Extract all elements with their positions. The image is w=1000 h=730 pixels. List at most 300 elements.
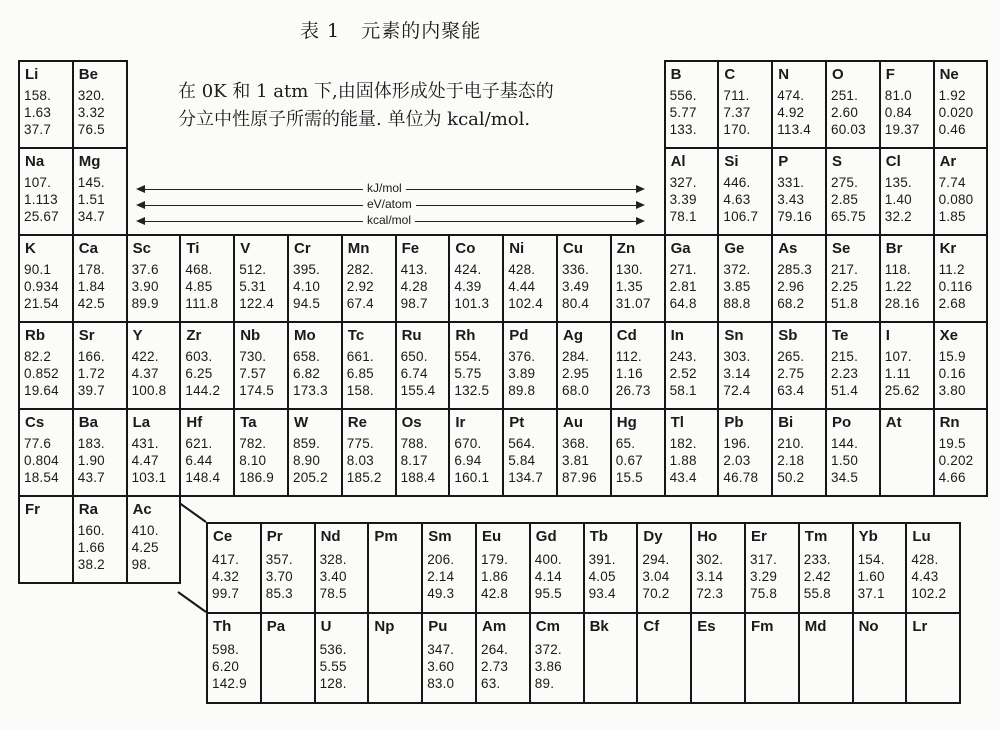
element-symbol: La (132, 414, 151, 431)
value-ev-per-atom: 1.90 (77, 453, 105, 468)
value-ev-per-atom: 1.63 (24, 105, 52, 120)
value-ev-per-atom: 2.18 (777, 453, 805, 468)
element-symbol: Ni (509, 240, 525, 257)
value-kj-per-mol: 65. (615, 436, 636, 451)
element-symbol: Ne (939, 66, 959, 83)
value-ev-per-atom: 3.14 (696, 569, 724, 584)
value-ev-per-atom: 4.28 (400, 279, 428, 294)
element-cell-ni (502, 234, 558, 323)
value-ev-per-atom: 1.16 (615, 366, 643, 381)
value-kcal-per-mol: 173.3 (293, 383, 328, 398)
value-kj-per-mol: 357. (265, 552, 293, 567)
value-kj-per-mol: 112. (615, 349, 642, 364)
value-kcal-per-mol: 25.67 (24, 209, 59, 224)
value-kj-per-mol: 368. (562, 436, 590, 451)
element-cell-pr (260, 522, 316, 614)
value-kj-per-mol: 468. (185, 262, 213, 277)
element-cell-o (825, 60, 881, 149)
value-kcal-per-mol: 133. (669, 122, 697, 137)
element-cell-fm (744, 612, 800, 704)
value-ev-per-atom: 3.14 (723, 366, 751, 381)
value-ev-per-atom: 1.88 (669, 453, 697, 468)
element-cell-pm (367, 522, 423, 614)
element-cell-zn (610, 234, 666, 323)
value-kj-per-mol: 77.6 (24, 436, 52, 451)
value-kcal-per-mol: 43.7 (77, 470, 105, 485)
element-cell-na (18, 147, 74, 236)
element-symbol: Tb (589, 528, 608, 545)
element-symbol: At (885, 414, 902, 431)
value-kj-per-mol: 19.5 (938, 436, 966, 451)
value-ev-per-atom: 1.51 (77, 192, 105, 207)
value-ev-per-atom: 0.67 (615, 453, 643, 468)
value-kcal-per-mol: 72.3 (696, 586, 724, 601)
element-cell-er (744, 522, 800, 614)
value-kcal-per-mol: 79.16 (777, 209, 812, 224)
value-ev-per-atom: 1.50 (831, 453, 859, 468)
element-cell-ce (206, 522, 262, 614)
element-symbol: Mg (78, 153, 101, 170)
value-kj-per-mol: 179. (481, 552, 509, 567)
value-ev-per-atom: 2.85 (831, 192, 859, 207)
value-kcal-per-mol: 0.46 (938, 122, 966, 137)
value-kcal-per-mol: 148.4 (185, 470, 221, 485)
value-kj-per-mol: 118. (884, 262, 911, 277)
value-kcal-per-mol: 95.5 (534, 586, 562, 601)
value-kj-per-mol: 130. (615, 262, 643, 277)
value-ev-per-atom: 4.25 (131, 540, 159, 555)
element-symbol: Np (374, 618, 395, 635)
value-ev-per-atom: 8.17 (400, 453, 428, 468)
value-kj-per-mol: 564. (508, 436, 536, 451)
value-kj-per-mol: 650. (400, 349, 428, 364)
value-kj-per-mol: 446. (723, 175, 751, 190)
value-ev-per-atom: 3.85 (723, 279, 751, 294)
element-symbol: Re (347, 414, 367, 431)
value-kj-per-mol: 11.2 (938, 262, 965, 277)
element-symbol: Ho (697, 528, 718, 545)
value-kj-per-mol: 135. (884, 175, 912, 190)
element-symbol: Ag (563, 327, 583, 344)
value-kcal-per-mol: 103.1 (131, 470, 167, 485)
value-ev-per-atom: 1.22 (884, 279, 912, 294)
legend-label-ev: eV/atom (363, 198, 416, 211)
element-cell-in (664, 321, 720, 410)
element-symbol: Pt (509, 414, 525, 431)
value-kj-per-mol: 145. (77, 175, 105, 190)
value-ev-per-atom: 4.10 (293, 279, 321, 294)
value-kcal-per-mol: 64.8 (669, 296, 697, 311)
element-symbol: Lu (912, 528, 931, 545)
value-ev-per-atom: 3.32 (77, 105, 105, 120)
element-cell-hg (610, 408, 666, 497)
value-ev-per-atom: 6.25 (185, 366, 213, 381)
value-kcal-per-mol: 142.9 (212, 676, 247, 691)
value-ev-per-atom: 2.42 (803, 569, 831, 584)
value-kj-per-mol: 285.3 (777, 262, 812, 277)
element-symbol: Eu (482, 528, 502, 545)
table-title: 表 1 元素的内聚能 (300, 20, 482, 42)
element-symbol: Se (832, 240, 851, 257)
element-cell-k (18, 234, 74, 323)
element-cell-md (798, 612, 854, 704)
element-cell-u (314, 612, 370, 704)
element-symbol: Fr (25, 501, 40, 518)
value-ev-per-atom: 0.16 (938, 366, 966, 381)
value-ev-per-atom: 8.90 (293, 453, 321, 468)
value-kcal-per-mol: 18.54 (24, 470, 59, 485)
element-symbol: Rn (939, 414, 960, 431)
value-kcal-per-mol: 37.7 (24, 122, 52, 137)
value-ev-per-atom: 4.47 (131, 453, 159, 468)
value-kcal-per-mol: 50.2 (777, 470, 805, 485)
element-cell-ru (395, 321, 451, 410)
element-cell-es (690, 612, 746, 704)
element-cell-lr (905, 612, 961, 704)
value-kcal-per-mol: 88.8 (723, 296, 751, 311)
value-kj-per-mol: 474. (777, 88, 805, 103)
value-kcal-per-mol: 38.2 (77, 557, 105, 572)
value-ev-per-atom: 0.804 (24, 453, 59, 468)
value-kcal-per-mol: 42.5 (77, 296, 105, 311)
value-kj-per-mol: 331. (777, 175, 805, 190)
value-kj-per-mol: 621. (185, 436, 213, 451)
value-kcal-per-mol: 78.5 (319, 586, 347, 601)
value-kcal-per-mol: 113.4 (777, 122, 811, 137)
element-cell-ga (664, 234, 720, 323)
element-symbol: No (858, 618, 879, 635)
value-kcal-per-mol: 75.8 (750, 586, 778, 601)
element-symbol: Pu (428, 618, 448, 635)
element-cell-rb (18, 321, 74, 410)
element-symbol: Dy (643, 528, 663, 545)
element-symbol: Hg (616, 414, 637, 431)
legend-label-kcal: kcal/mol (363, 214, 415, 227)
element-cell-y (126, 321, 182, 410)
element-cell-ca (72, 234, 128, 323)
value-kcal-per-mol: 2.68 (938, 296, 966, 311)
element-symbol: Nb (240, 327, 261, 344)
element-symbol: Nd (320, 528, 341, 545)
element-cell-pt (502, 408, 558, 497)
element-symbol: Po (832, 414, 852, 431)
value-kj-per-mol: 554. (454, 349, 482, 364)
element-cell-pb (717, 408, 773, 497)
value-ev-per-atom: 1.84 (77, 279, 105, 294)
value-kcal-per-mol: 89.9 (131, 296, 159, 311)
element-symbol: Be (78, 66, 98, 83)
element-symbol: N (778, 66, 790, 83)
value-ev-per-atom: 2.81 (669, 279, 697, 294)
value-kj-per-mol: 598. (212, 642, 240, 657)
element-cell-pd (502, 321, 558, 410)
element-cell-th (206, 612, 262, 704)
value-kj-per-mol: 413. (400, 262, 428, 277)
element-cell-ar (933, 147, 989, 236)
element-symbol: S (832, 153, 843, 170)
element-symbol: Cl (885, 153, 901, 170)
value-kcal-per-mol: 43.4 (669, 470, 697, 485)
element-symbol: Pa (266, 618, 286, 635)
value-kcal-per-mol: 28.16 (884, 296, 920, 311)
value-kcal-per-mol: 1.85 (938, 209, 966, 224)
element-cell-rn (933, 408, 989, 497)
element-symbol: Sb (778, 327, 798, 344)
value-ev-per-atom: 4.85 (185, 279, 213, 294)
value-kcal-per-mol: 93.4 (588, 586, 616, 601)
element-cell-kr (933, 234, 989, 323)
value-kj-per-mol: 711. (723, 88, 750, 103)
element-cell-no (852, 612, 908, 704)
element-cell-sc (126, 234, 182, 323)
element-cell-ne (933, 60, 989, 149)
element-symbol: B (670, 66, 682, 83)
value-kcal-per-mol: 67.4 (346, 296, 374, 311)
element-symbol: Zn (616, 240, 636, 257)
element-symbol: Y (132, 327, 143, 344)
value-kcal-per-mol: 63. (481, 676, 501, 691)
element-symbol: Ir (455, 414, 466, 431)
value-ev-per-atom: 4.43 (911, 569, 939, 584)
value-ev-per-atom: 3.49 (562, 279, 590, 294)
element-symbol: Si (724, 153, 739, 170)
value-kcal-per-mol: 101.3 (454, 296, 490, 311)
element-cell-re (341, 408, 397, 497)
value-kcal-per-mol: 158. (346, 383, 374, 398)
value-ev-per-atom: 1.72 (77, 366, 105, 381)
value-kcal-per-mol: 46.78 (723, 470, 759, 485)
value-kcal-per-mol: 102.4 (508, 296, 543, 311)
value-kj-per-mol: 233. (803, 552, 831, 567)
element-cell-si (717, 147, 773, 236)
element-cell-b (664, 60, 720, 149)
value-kj-per-mol: 320. (77, 88, 105, 103)
element-symbol: Bi (778, 414, 794, 431)
value-ev-per-atom: 1.11 (884, 366, 911, 381)
description-line: 在 0K 和 1 atm 下,由固体形成处于电子基态的 (178, 81, 554, 102)
element-cell-zr (179, 321, 235, 410)
value-ev-per-atom: 4.63 (723, 192, 751, 207)
element-cell-lu (905, 522, 961, 614)
element-symbol: V (240, 240, 251, 257)
element-symbol: P (778, 153, 789, 170)
element-cell-ge (717, 234, 773, 323)
element-symbol: Ca (78, 240, 98, 257)
value-ev-per-atom: 4.37 (131, 366, 159, 381)
element-symbol: Es (697, 618, 716, 635)
value-kj-per-mol: 82.2 (24, 349, 52, 364)
element-cell-ho (690, 522, 746, 614)
value-kcal-per-mol: 174.5 (239, 383, 274, 398)
value-ev-per-atom: 2.96 (777, 279, 805, 294)
value-kcal-per-mol: 63.4 (777, 383, 805, 398)
value-kcal-per-mol: 132.5 (454, 383, 490, 398)
value-kcal-per-mol: 32.2 (884, 209, 912, 224)
element-cell-dy (636, 522, 692, 614)
value-kj-per-mol: 217. (831, 262, 859, 277)
value-kj-per-mol: 336. (562, 262, 590, 277)
value-kj-per-mol: 328. (319, 552, 347, 567)
value-ev-per-atom: 0.84 (884, 105, 912, 120)
value-ev-per-atom: 7.37 (723, 105, 751, 120)
value-kj-per-mol: 661. (346, 349, 374, 364)
element-cell-ag (556, 321, 612, 410)
element-symbol: Hf (186, 414, 203, 431)
element-symbol: Ra (78, 501, 98, 518)
element-symbol: Ga (670, 240, 691, 257)
element-symbol: Li (25, 66, 39, 83)
value-ev-per-atom: 6.74 (400, 366, 428, 381)
element-cell-sb (771, 321, 827, 410)
element-symbol: Al (670, 153, 686, 170)
value-kcal-per-mol: 39.7 (77, 383, 105, 398)
value-kj-per-mol: 376. (508, 349, 536, 364)
value-ev-per-atom: 8.03 (346, 453, 374, 468)
value-ev-per-atom: 4.44 (508, 279, 536, 294)
value-kj-per-mol: 603. (185, 349, 213, 364)
value-kcal-per-mol: 205.2 (293, 470, 328, 485)
value-ev-per-atom: 0.020 (938, 105, 974, 120)
value-ev-per-atom: 2.95 (562, 366, 590, 381)
value-ev-per-atom: 3.43 (777, 192, 805, 207)
value-ev-per-atom: 2.92 (346, 279, 374, 294)
value-kcal-per-mol: 155.4 (400, 383, 436, 398)
element-cell-cm (529, 612, 585, 704)
value-ev-per-atom: 1.40 (884, 192, 912, 207)
element-cell-au (556, 408, 612, 497)
element-cell-tc (341, 321, 397, 410)
element-cell-f (879, 60, 935, 149)
value-kj-per-mol: 327. (669, 175, 697, 190)
description-line: 分立中性原子所需的能量. 单位为 kcal/mol. (178, 109, 531, 130)
value-ev-per-atom: 6.20 (212, 659, 240, 674)
value-kcal-per-mol: 4.66 (938, 470, 966, 485)
value-kj-per-mol: 422. (131, 349, 159, 364)
value-kcal-per-mol: 15.5 (615, 470, 643, 485)
value-ev-per-atom: 4.32 (212, 569, 240, 584)
element-symbol: Tc (347, 327, 365, 344)
value-kcal-per-mol: 72.4 (723, 383, 751, 398)
value-ev-per-atom: 2.60 (831, 105, 859, 120)
element-cell-ir (448, 408, 504, 497)
value-kj-per-mol: 302. (696, 552, 724, 567)
value-kcal-per-mol: 55.8 (803, 586, 831, 601)
value-kj-per-mol: 160. (77, 523, 105, 538)
element-symbol: Ti (186, 240, 200, 257)
element-cell-mn (341, 234, 397, 323)
element-symbol: Mn (347, 240, 370, 257)
value-kj-per-mol: 275. (831, 175, 859, 190)
value-kj-per-mol: 251. (831, 88, 859, 103)
element-symbol: Fe (401, 240, 420, 257)
element-cell-cu (556, 234, 612, 323)
element-symbol: Cr (294, 240, 311, 257)
value-kj-per-mol: 15.9 (938, 349, 966, 364)
element-cell-sm (421, 522, 477, 614)
value-kcal-per-mol: 49.3 (427, 586, 455, 601)
element-symbol: Mo (294, 327, 316, 344)
value-kj-per-mol: 788. (400, 436, 428, 451)
value-kj-per-mol: 271. (669, 262, 697, 277)
value-kcal-per-mol: 188.4 (400, 470, 436, 485)
element-cell-pu (421, 612, 477, 704)
element-cell-xe (933, 321, 989, 410)
value-kcal-per-mol: 170. (723, 122, 751, 137)
value-ev-per-atom: 1.113 (24, 192, 58, 207)
value-kj-per-mol: 303. (723, 349, 751, 364)
value-ev-per-atom: 7.57 (239, 366, 267, 381)
element-symbol: I (885, 327, 890, 344)
value-kj-per-mol: 782. (239, 436, 267, 451)
value-kj-per-mol: 144. (831, 436, 859, 451)
value-ev-per-atom: 6.82 (293, 366, 321, 381)
element-cell-at (879, 408, 935, 497)
value-kj-per-mol: 183. (77, 436, 105, 451)
element-cell-w (287, 408, 343, 497)
element-cell-al (664, 147, 720, 236)
element-cell-ti (179, 234, 235, 323)
element-cell-cd (610, 321, 666, 410)
element-symbol: W (294, 414, 309, 431)
value-ev-per-atom: 6.44 (185, 453, 213, 468)
element-cell-tm (798, 522, 854, 614)
value-ev-per-atom: 0.080 (938, 192, 974, 207)
value-kcal-per-mol: 51.4 (831, 383, 859, 398)
element-cell-co (448, 234, 504, 323)
value-kcal-per-mol: 3.80 (938, 383, 966, 398)
value-kj-per-mol: 7.74 (938, 175, 966, 190)
element-symbol: Pm (374, 528, 398, 545)
value-kj-per-mol: 730. (239, 349, 267, 364)
element-cell-as (771, 234, 827, 323)
element-cell-n (771, 60, 827, 149)
value-kcal-per-mol: 98.7 (400, 296, 428, 311)
value-kj-per-mol: 294. (642, 552, 670, 567)
element-symbol: Sn (724, 327, 744, 344)
value-ev-per-atom: 3.89 (508, 366, 536, 381)
element-symbol: Sc (132, 240, 151, 257)
value-kcal-per-mol: 185.2 (346, 470, 382, 485)
value-ev-per-atom: 4.14 (534, 569, 562, 584)
element-symbol: Xe (939, 327, 958, 344)
element-cell-ra (72, 495, 128, 584)
value-kj-per-mol: 428. (508, 262, 536, 277)
element-symbol: Lr (912, 618, 928, 635)
element-cell-be (72, 60, 128, 149)
element-symbol: Md (804, 618, 827, 635)
value-kcal-per-mol: 134.7 (508, 470, 543, 485)
element-cell-li (18, 60, 74, 149)
element-symbol: Bk (589, 618, 609, 635)
element-cell-gd (529, 522, 585, 614)
value-kj-per-mol: 400. (534, 552, 562, 567)
element-symbol: Ba (78, 414, 98, 431)
value-ev-per-atom: 5.75 (454, 366, 482, 381)
element-cell-nd (314, 522, 370, 614)
value-kj-per-mol: 512. (239, 262, 267, 277)
element-cell-yb (852, 522, 908, 614)
value-kcal-per-mol: 106.7 (723, 209, 759, 224)
element-cell-fe (395, 234, 451, 323)
element-cell-fr (18, 495, 74, 584)
element-symbol: Ta (240, 414, 257, 431)
value-kj-per-mol: 182. (669, 436, 697, 451)
value-ev-per-atom: 5.55 (319, 659, 347, 674)
element-symbol: As (778, 240, 798, 257)
value-kcal-per-mol: 160.1 (454, 470, 490, 485)
value-ev-per-atom: 1.60 (857, 569, 885, 584)
value-kcal-per-mol: 83.0 (427, 676, 455, 691)
